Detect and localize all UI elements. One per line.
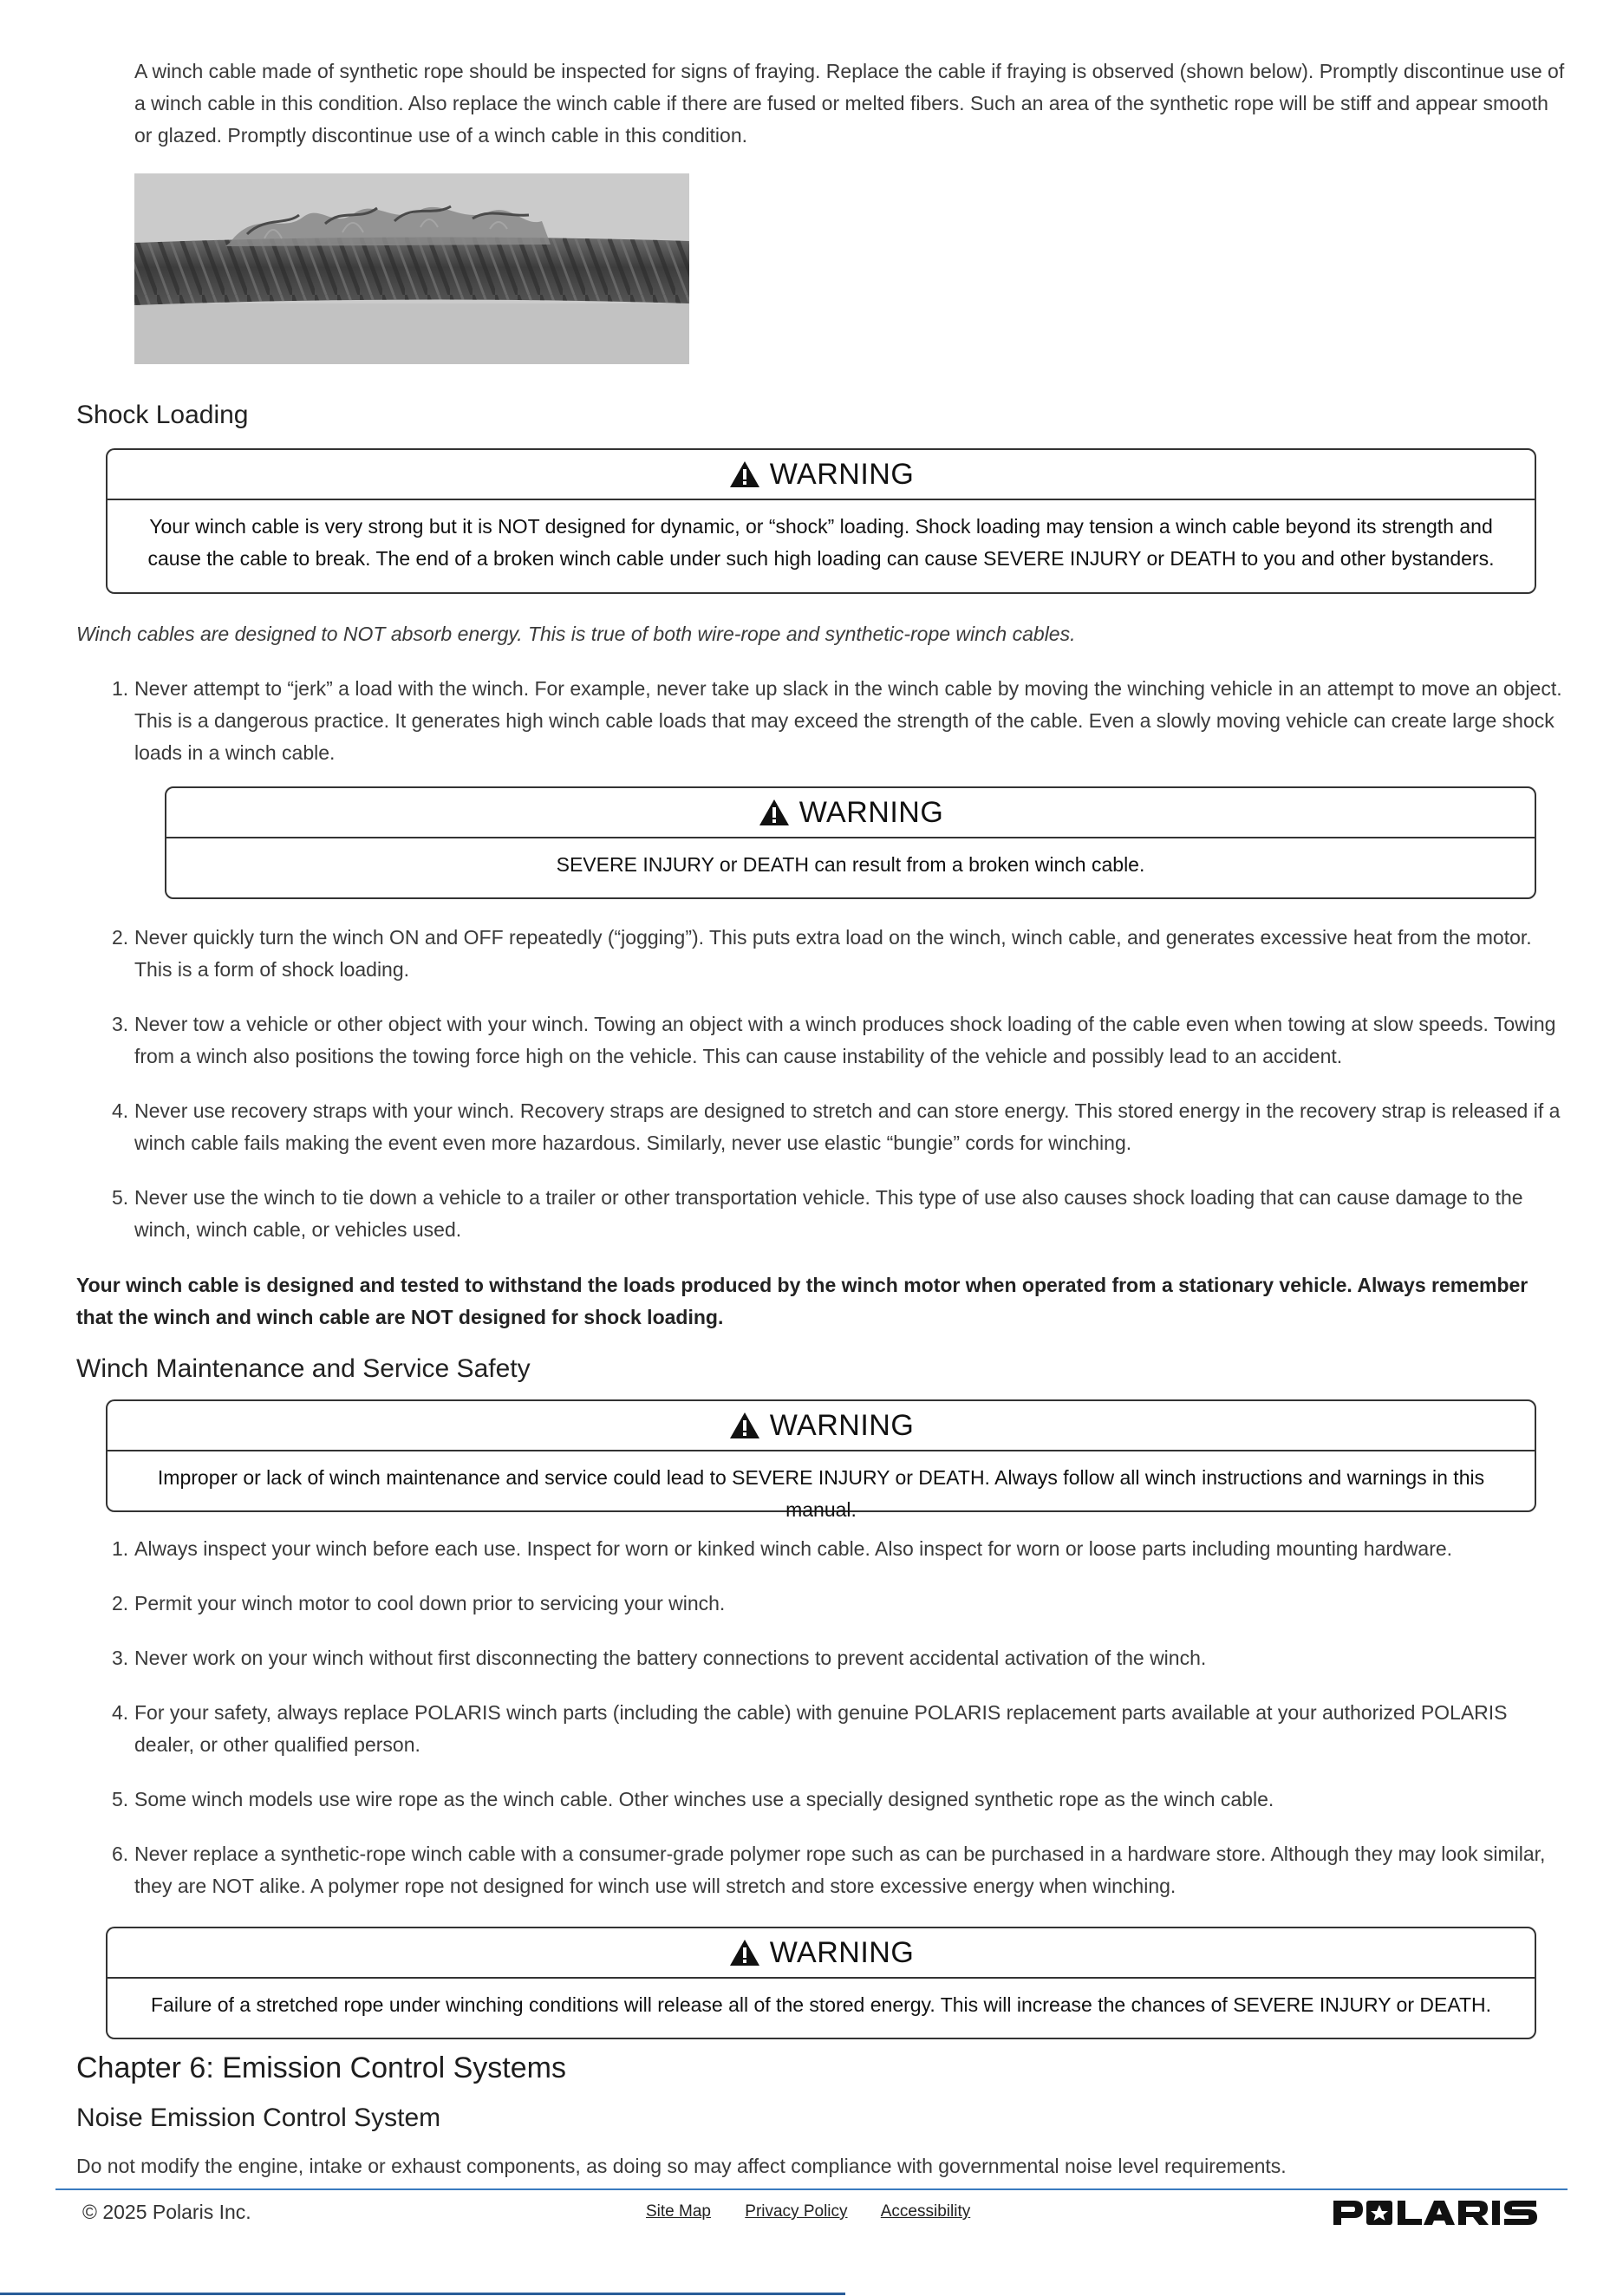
warning-label: WARNING [769, 457, 915, 491]
list-item: 2. Never quickly turn the winch ON and OFF repeatedly (“jogging”). This puts extra load on the winch, winch cable, and generates excessive heat from the motor. This is a form of shock loading. [112, 926, 1532, 981]
italic-note: Winch cables are designed to NOT absorb energy. This is true of both wire-rope and synthetic-rope winch cables. [76, 623, 1076, 645]
warning-text: Improper or lack of winch maintenance and service could lead to SEVERE INJURY or DEATH. Always follow all winch instructions and warnings in this manual. [157, 1466, 1485, 1521]
list-item: 6. Never replace a synthetic-rope winch cable with a consumer-grade polymer rope such as can be purchased in a hardware store. Although they may look similar, they are NOT alike. A polymer rope not designed for winch use will stretch and store excessive energy when winching. [112, 1843, 1546, 1897]
noise-emission-text: Do not modify the engine, intake or exhaust components, as doing so may affect compliance with governmental noise level requirements. [76, 2155, 1287, 2177]
shock-steps-part2 [112, 922, 1565, 1246]
list-item: 5. Never use the winch to tie down a vehicle to a trailer or other transportation vehicle. This type of use also causes shock loading that can cause damage to the winch, winch cable, or vehicles used. [112, 1186, 1523, 1241]
copyright: © 2025 Polaris Inc. [82, 2201, 251, 2223]
warning-triangle-icon [728, 1938, 761, 1967]
intro-paragraph: A winch cable made of synthetic rope should be inspected for signs of fraying. Replace the cable if fraying is observed (shown below). Promptly discontinue use of a winch cable in this condition. Also replace the winch cable if there are fused or melted fibers. Such an area of the synthetic rope will be stiff and appear smooth or glazed. Promptly discontinue use of a winch cable in this condition. [134, 60, 1565, 147]
noise-emission-heading: Noise Emission Control System [76, 2104, 441, 2132]
list-item: 3. Never work on your winch without first disconnecting the battery connections to prevent accidental activation of the winch. [112, 1647, 1207, 1669]
list-item: 4. For your safety, always replace POLARIS winch parts (including the cable) with genuine POLARIS replacement parts available at your authorized POLARIS dealer, or other qualified person. [112, 1701, 1508, 1756]
warning-triangle-icon [728, 1411, 761, 1440]
frayed-rope-photo [134, 173, 689, 364]
warning-text: Your winch cable is very strong but it is NOT designed for dynamic, or “shock” loading. Shock loading may tension a winch cable beyond its strength and cause the cable to break. The end of a broken winch cable under such high loading can cause SEVERE INJURY or DEATH to you and other bystanders. [147, 515, 1495, 570]
maintenance-heading: Winch Maintenance and Service Safety [76, 1354, 531, 1383]
chapter-title: Chapter 6: Emission Control Systems [76, 2051, 566, 2084]
footer-divider [55, 2188, 1568, 2190]
warning-label: WARNING [798, 795, 944, 829]
list-item: 1. Never attempt to “jerk” a load with the winch. For example, never take up slack in the winch cable by moving the winching vehicle in an attempt to move an object. This is a dangerous practice. It generates high winch cable loads that may exceed the strength of the cable. Even a slowly moving vehicle can create large shock loads in a winch cable. [112, 677, 1562, 764]
warning-triangle-icon [758, 798, 791, 827]
warning-header [166, 788, 1535, 838]
list-item: 2. Permit your winch motor to cool down prior to servicing your winch. [112, 1592, 726, 1614]
stretched-rope-warning [106, 1927, 1536, 2039]
list-item: 5. Some winch models use wire rope as the winch cable. Other winches use a specially designed synthetic rope as the winch cable. [112, 1788, 1274, 1810]
list-item: 1. Always inspect your winch before each use. Inspect for worn or kinked winch cable. Also inspect for worn or loose parts including mounting hardware. [112, 1537, 1453, 1560]
privacy-policy-link[interactable]: Privacy Policy [745, 2202, 848, 2221]
list-item: 3. Never tow a vehicle or other object with your winch. Towing an object with a winch produces shock loading of the cable even when towing at slow speeds. Towing from a winch also positions the towing force high on the vehicle. This can cause instability of the vehicle and possibly lead to an accident. [112, 1013, 1556, 1067]
warning-text: SEVERE INJURY or DEATH can result from a broken winch cable. [556, 853, 1145, 876]
warning-label: WARNING [769, 1935, 915, 1969]
warning-label: WARNING [769, 1408, 915, 1442]
warning-header [108, 450, 1535, 500]
shock-loading-heading: Shock Loading [76, 401, 249, 429]
warning-text: Failure of a stretched rope under winching conditions will release all of the stored energy. This will increase the chances of SEVERE INJURY or DEATH. [151, 1993, 1491, 2016]
shock-steps-part1 [112, 673, 1565, 769]
maintenance-warning [106, 1399, 1536, 1521]
warning-triangle-icon [728, 460, 761, 489]
shock-loading-warning [106, 448, 1536, 594]
bottom-progress-line [0, 2293, 845, 2295]
polaris-logo[interactable] [1332, 2197, 1540, 2233]
accessibility-link[interactable]: Accessibility [880, 2202, 971, 2221]
broken-cable-warning [165, 786, 1536, 899]
warning-header [108, 1401, 1535, 1451]
warning-header [108, 1928, 1535, 1979]
shock-loading-bold-note: Your winch cable is designed and tested to withstand the loads produced by the winch motor when operated from a stationary vehicle. Always remember that the winch and winch cable are NOT designed for shock loading. [76, 1274, 1528, 1328]
site-map-link[interactable]: Site Map [646, 2202, 711, 2221]
maintenance-steps [112, 1533, 1565, 1902]
list-item: 4. Never use recovery straps with your winch. Recovery straps are designed to stretch and can store energy. This stored energy in the recovery strap is released if a winch cable fails making the event even more hazardous. Similarly, never use elastic “bungie” cords for winching. [112, 1099, 1561, 1154]
footer-links [646, 2202, 1000, 2221]
